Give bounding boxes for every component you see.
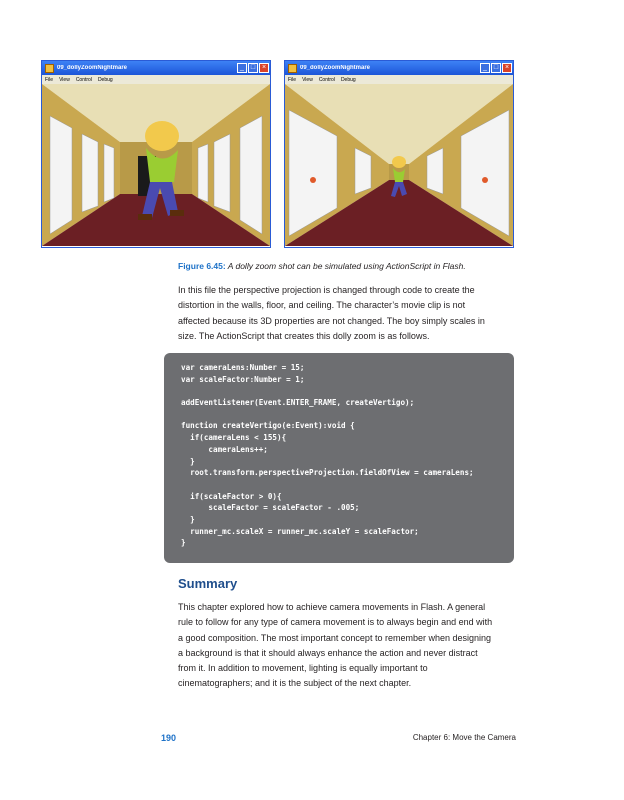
code-line: }: [181, 538, 186, 548]
figure-caption-text: A dolly zoom shot can be simulated using ActionScript in Flash.: [227, 261, 466, 271]
menu-view[interactable]: View: [302, 76, 313, 83]
figure-label: Figure 6.45:: [178, 261, 226, 271]
summary-paragraph: This chapter explored how to achieve camera movements in Flash. A general rule to follow for any type of camera movement is to always begin and end with a good composition. The most important concept to remember when designing a background is that it should always enhance the action and never distract from it. In addition to movement, lighting is equally important to cinematographers; and it is the subject of the next chapter.: [178, 602, 493, 689]
code-line: scaleFactor = scaleFactor - .005;: [181, 503, 360, 513]
page-number: 190: [161, 733, 177, 743]
code-line: [181, 479, 514, 491]
code-line: if(scaleFactor > 0){: [181, 491, 282, 501]
figure-caption: [178, 261, 466, 271]
code-line: var cameraLens:Number = 15;: [181, 363, 305, 372]
code-line: if(cameraLens < 155){: [181, 433, 287, 443]
intro-paragraph: In this file the perspective projection is changed through code to create the distortion in the walls, floor, and ceiling. The character’s movie clip is not affected because its 3D properties are not changed. The boy simply scales in size. The ActionScript that creates this dolly zoom is as follows.: [178, 285, 485, 341]
code-line: var scaleFactor:Number = 1;: [181, 374, 305, 384]
code-line: function createVertigo(e:Event):void {: [181, 421, 355, 431]
window-menubar: [42, 75, 270, 84]
window-menubar: [285, 75, 513, 84]
menu-debug[interactable]: Debug: [340, 76, 356, 83]
menu-control[interactable]: Control: [318, 76, 335, 83]
window-title: 09_dollyZoomNightmare: [300, 65, 371, 71]
menu-file[interactable]: File: [45, 76, 54, 83]
window-titlebar[interactable]: [42, 61, 270, 75]
maximize-icon[interactable]: □: [491, 63, 501, 73]
minimize-icon[interactable]: _: [480, 63, 490, 73]
code-line: [181, 385, 514, 397]
code-line: root.transform.perspectiveProjection.fieldOfView = cameraLens;: [181, 468, 474, 478]
flash-window-left: [41, 60, 271, 248]
flash-window-right: [284, 60, 514, 248]
code-line: }: [181, 456, 195, 466]
flash-app-icon: [45, 64, 54, 73]
menu-file[interactable]: File: [288, 76, 297, 83]
code-line: addEventListener(Event.ENTER_FRAME, createVertigo);: [181, 398, 415, 408]
code-line: }: [181, 514, 195, 524]
window-titlebar[interactable]: [285, 61, 513, 75]
close-icon[interactable]: ×: [259, 63, 269, 73]
flash-app-icon: [288, 64, 297, 73]
menu-view[interactable]: View: [59, 76, 70, 83]
minimize-icon[interactable]: _: [237, 63, 247, 73]
hallway-scene-far: [285, 84, 513, 246]
code-line: [181, 409, 514, 421]
code-line: runner_mc.scaleX = runner_mc.scaleY = scaleFactor;: [181, 526, 419, 536]
close-icon[interactable]: ×: [502, 63, 512, 73]
maximize-icon[interactable]: □: [248, 63, 258, 73]
menu-control[interactable]: Control: [75, 76, 92, 83]
window-title: 09_dollyZoomNightmare: [57, 65, 128, 71]
code-listing: [164, 353, 514, 563]
menu-debug[interactable]: Debug: [97, 76, 113, 83]
code-line: cameraLens++;: [181, 444, 268, 454]
hallway-scene-near: [42, 84, 270, 246]
chapter-footer: Chapter 6: Move the Camera: [412, 733, 516, 742]
summary-heading: Summary: [178, 576, 238, 591]
